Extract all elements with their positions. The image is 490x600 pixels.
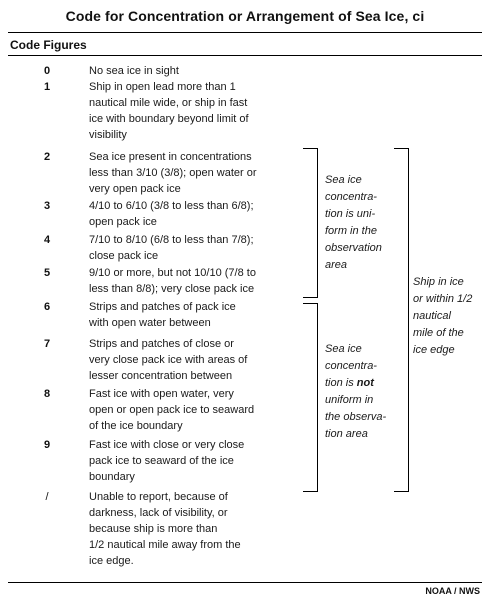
description-line: boundary: [89, 471, 135, 483]
note-uniform: [325, 172, 382, 274]
code-description: [89, 437, 284, 485]
code-description: [89, 386, 284, 434]
code-figure: 7: [43, 338, 51, 350]
footer-credit: NOAA / NWS: [425, 586, 480, 596]
description-line: very close pack ice with areas of: [89, 354, 248, 366]
code-figure: 9: [43, 439, 51, 451]
description-line: less than 3/10 (3/8); open water or: [89, 167, 257, 179]
description-line: open or open pack ice to seaward: [89, 404, 255, 416]
note-line: [325, 375, 386, 392]
description-line: open pack ice: [89, 216, 157, 228]
code-figure: 8: [43, 388, 51, 400]
note-line: Sea ice: [325, 343, 362, 355]
description-line: Unable to report, because of: [89, 491, 228, 503]
description-line: No sea ice in sight: [89, 65, 179, 77]
code-description: [89, 232, 284, 264]
note-line: Sea ice: [325, 174, 362, 186]
description-line: Fast ice with close or very close: [89, 439, 245, 451]
code-description: [89, 63, 284, 79]
description-line: of the ice boundary: [89, 420, 183, 432]
note-line: concentra-: [325, 191, 377, 203]
bracket-ship: [394, 148, 409, 492]
description-line: Fast ice with open water, very: [89, 388, 234, 400]
code-figure: 5: [43, 267, 51, 279]
bracket-uniform: [303, 148, 318, 298]
code-figure: 4: [43, 234, 51, 246]
code-figure: 6: [43, 301, 51, 313]
note-emphasis: not: [356, 377, 374, 389]
page-title: Code for Concentration or Arrangement of Sea Ice, ci: [65, 8, 425, 24]
note-line: uniform in: [325, 394, 374, 406]
note-line: tion is uni-: [325, 208, 376, 220]
code-description: [89, 149, 284, 197]
code-description: [89, 79, 284, 143]
description-line: ice edge.: [89, 555, 134, 567]
description-line: Strips and patches of pack ice: [89, 301, 236, 313]
note-ship-in-ice: [413, 274, 472, 359]
code-description: [89, 299, 284, 331]
code-figure: /: [45, 491, 49, 503]
code-figure: 1: [43, 81, 51, 93]
description-line: lesser concentration between: [89, 370, 233, 382]
note-line: mile of the: [413, 327, 464, 339]
description-line: Strips and patches of close or: [89, 338, 234, 350]
divider: [8, 582, 482, 583]
description-line: darkness, lack of visibility, or: [89, 507, 228, 519]
note-line: nautical: [413, 310, 451, 322]
column-header: Code Figures: [10, 38, 87, 52]
note-line: Ship in ice: [413, 276, 464, 288]
description-line: Sea ice present in concentrations: [89, 151, 252, 163]
divider: [8, 55, 482, 56]
note-line: or within 1/2: [413, 293, 473, 305]
description-line: visibility: [89, 129, 127, 141]
description-line: 9/10 or more, but not 10/10 (7/8 to: [89, 267, 256, 279]
description-line: very open pack ice: [89, 183, 181, 195]
code-figure: 0: [43, 65, 51, 77]
note-line: form in the: [325, 225, 377, 237]
note-line: observation: [325, 242, 382, 254]
description-line: pack ice to seaward of the ice: [89, 455, 234, 467]
code-description: [89, 489, 284, 569]
note-line: ice edge: [413, 344, 455, 356]
description-line: less than 8/8); very close pack ice: [89, 283, 255, 295]
code-figure: 2: [43, 151, 51, 163]
bracket-not-uniform: [303, 303, 318, 492]
code-figure: 3: [43, 200, 51, 212]
description-line: nautical mile wide, or ship in fast: [89, 97, 248, 109]
description-line: with open water between: [89, 317, 211, 329]
note-line: concentra-: [325, 360, 377, 372]
description-line: because ship is more than: [89, 523, 218, 535]
description-line: close pack ice: [89, 250, 159, 262]
note-text: tion is: [325, 377, 357, 389]
note-not-uniform: [325, 341, 386, 443]
note-line: tion area: [325, 428, 368, 440]
divider: [8, 32, 482, 33]
note-line: the observa-: [325, 411, 387, 423]
description-line: 4/10 to 6/10 (3/8 to less than 6/8);: [89, 200, 254, 212]
description-line: 7/10 to 8/10 (6/8 to less than 7/8);: [89, 234, 254, 246]
code-description: [89, 198, 284, 230]
note-line: area: [325, 259, 348, 271]
description-line: 1/2 nautical mile away from the: [89, 539, 241, 551]
code-description: [89, 336, 284, 384]
description-line: Ship in open lead more than 1: [89, 81, 236, 93]
description-line: ice with boundary beyond limit of: [89, 113, 249, 125]
code-description: [89, 265, 284, 297]
